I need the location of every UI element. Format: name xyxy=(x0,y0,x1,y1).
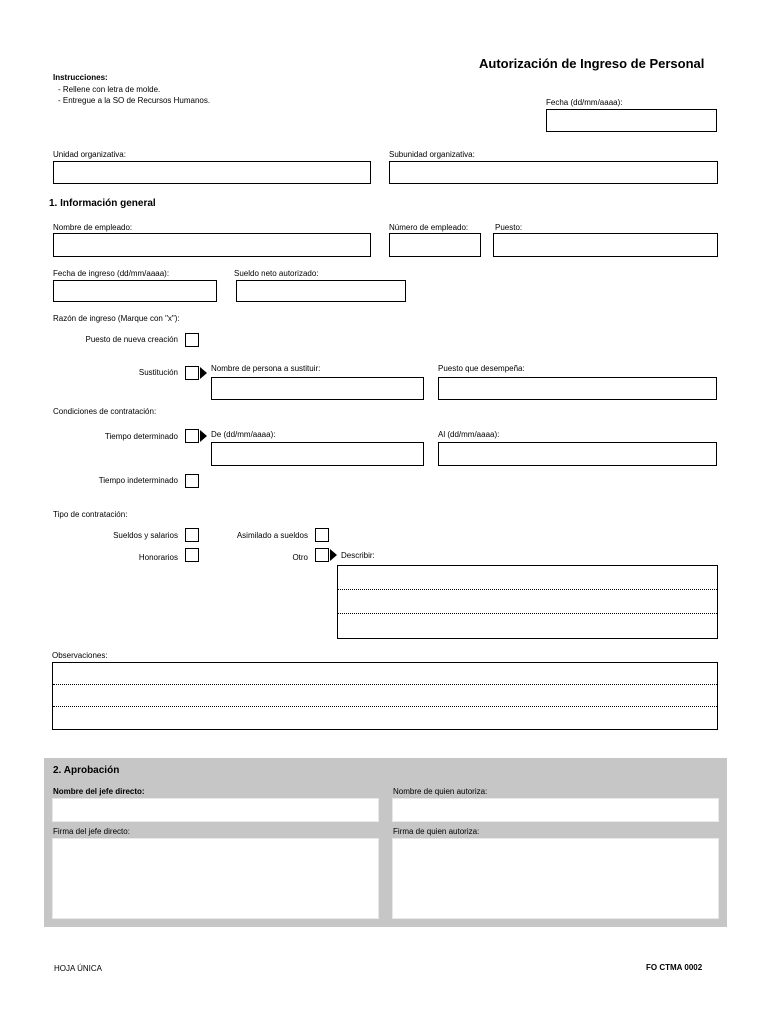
puesto-label: Puesto: xyxy=(495,223,523,232)
instructions-heading: Instrucciones: xyxy=(53,73,108,82)
fecha-field[interactable] xyxy=(546,109,717,132)
arrow-right-icon xyxy=(200,367,207,379)
puesto-desempena-label: Puesto que desempeña: xyxy=(438,364,525,373)
fecha-ingreso-label: Fecha de ingreso (dd/mm/aaaa): xyxy=(53,269,170,278)
honorarios-label: Honorarios xyxy=(138,553,178,562)
instruction-2: - Entregue a la SO de Recursos Humanos. xyxy=(58,96,211,105)
section-1-title: 1. Información general xyxy=(49,198,156,209)
autoriza-nombre-field[interactable] xyxy=(392,798,719,822)
subunidad-label: Subunidad organizativa: xyxy=(389,150,475,159)
describir-label: Describir: xyxy=(341,551,375,560)
jefe-firma-field[interactable] xyxy=(52,838,379,919)
sueldos-label: Sueldos y salarios xyxy=(113,531,178,540)
sustitucion-checkbox[interactable] xyxy=(185,366,199,380)
section-2-title: 2. Aprobación xyxy=(53,765,120,776)
arrow-right-icon xyxy=(330,549,337,561)
numero-empleado-label: Número de empleado: xyxy=(389,223,469,232)
otro-label: Otro xyxy=(292,553,308,562)
al-field[interactable] xyxy=(438,442,717,466)
condiciones-label: Condiciones de contratación: xyxy=(53,407,157,416)
form-title: Autorización de Ingreso de Personal xyxy=(479,56,705,71)
sueldo-label: Sueldo neto autorizado: xyxy=(234,269,319,278)
nueva-creacion-label: Puesto de nueva creación xyxy=(85,335,178,344)
nombre-empleado-label: Nombre de empleado: xyxy=(53,223,133,232)
tiempo-determinado-checkbox[interactable] xyxy=(185,429,199,443)
subunidad-field[interactable] xyxy=(389,161,718,184)
tiempo-indeterminado-checkbox[interactable] xyxy=(185,474,199,488)
tipo-label: Tipo de contratación: xyxy=(53,510,128,519)
fecha-label: Fecha (dd/mm/aaaa): xyxy=(546,98,623,107)
observaciones-field[interactable] xyxy=(52,662,718,730)
jefe-nombre-field[interactable] xyxy=(52,798,379,822)
sustitucion-label: Sustitución xyxy=(138,368,178,377)
asimilado-checkbox[interactable] xyxy=(315,528,329,542)
autoriza-firma-label: Firma de quien autoriza: xyxy=(393,827,480,836)
tiempo-determinado-label: Tiempo determinado xyxy=(104,432,178,441)
de-label: De (dd/mm/aaaa): xyxy=(211,430,276,439)
dotted-line xyxy=(338,589,717,590)
instruction-1: - Rellene con letra de molde. xyxy=(58,85,161,94)
nombre-sustituir-label: Nombre de persona a sustituir: xyxy=(211,364,321,373)
puesto-field[interactable] xyxy=(493,233,718,257)
autoriza-nombre-label: Nombre de quien autoriza: xyxy=(393,787,488,796)
asimilado-label: Asimilado a sueldos xyxy=(236,531,308,540)
unidad-field[interactable] xyxy=(53,161,371,184)
fecha-ingreso-field[interactable] xyxy=(53,280,217,302)
otro-checkbox[interactable] xyxy=(315,548,329,562)
numero-empleado-field[interactable] xyxy=(389,233,481,257)
dotted-line xyxy=(53,706,717,707)
dotted-line xyxy=(53,684,717,685)
unidad-label: Unidad organizativa: xyxy=(53,150,126,159)
describir-field[interactable] xyxy=(337,565,718,639)
al-label: Al (dd/mm/aaaa): xyxy=(438,430,500,439)
razon-label: Razón de ingreso (Marque con "x"): xyxy=(53,314,180,323)
tiempo-indeterminado-label: Tiempo indeterminado xyxy=(98,476,178,485)
autoriza-firma-field[interactable] xyxy=(392,838,719,919)
sueldo-field[interactable] xyxy=(236,280,406,302)
puesto-desempena-field[interactable] xyxy=(438,377,717,400)
de-field[interactable] xyxy=(211,442,424,466)
nombre-empleado-field[interactable] xyxy=(53,233,371,257)
footer-code: FO CTMA 0002 xyxy=(646,963,703,972)
observaciones-label: Observaciones: xyxy=(52,651,108,660)
jefe-nombre-label: Nombre del jefe directo: xyxy=(53,787,145,796)
footer-left: HOJA ÚNICA xyxy=(54,964,103,973)
sueldos-checkbox[interactable] xyxy=(185,528,199,542)
nueva-creacion-checkbox[interactable] xyxy=(185,333,199,347)
nombre-sustituir-field[interactable] xyxy=(211,377,424,400)
jefe-firma-label: Firma del jefe directo: xyxy=(53,827,130,836)
dotted-line xyxy=(338,613,717,614)
arrow-right-icon xyxy=(200,430,207,442)
honorarios-checkbox[interactable] xyxy=(185,548,199,562)
